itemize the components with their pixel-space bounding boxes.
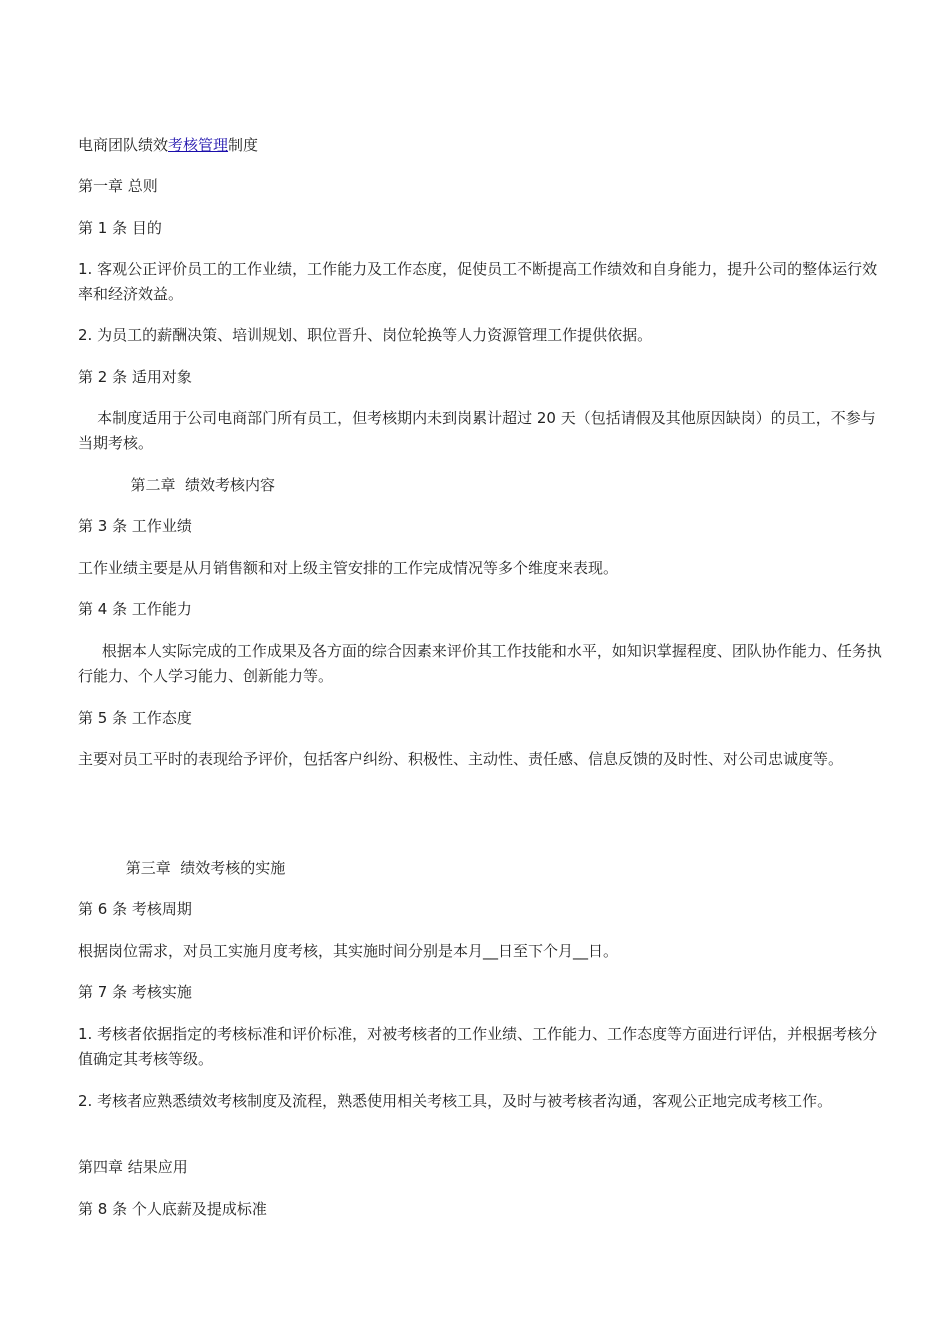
article-7-heading: 第 7 条 考核实施 bbox=[78, 983, 192, 1001]
article-4-heading: 第 4 条 工作能力 bbox=[78, 600, 192, 618]
title-prefix: 电商团队绩效 bbox=[78, 136, 169, 154]
article-5-heading: 第 5 条 工作态度 bbox=[78, 709, 192, 727]
title-suffix: 制度 bbox=[228, 136, 259, 154]
article-1-item-1: 1. 客观公正评价员工的工作业绩，工作能力及工作态度，促使员工不断提高工作绩效和自身能力，提升公司的整体运行效率和经济效益。 bbox=[78, 260, 878, 303]
chapter-1-heading: 第一章 总则 bbox=[78, 177, 158, 195]
article-8-heading: 第 8 条 个人底薪及提成标准 bbox=[78, 1200, 267, 1218]
article-3-heading: 第 3 条 工作业绩 bbox=[78, 517, 192, 535]
article-7-item-2: 2. 考核者应熟悉绩效考核制度及流程，熟悉使用相关考核工具，及时与被考核者沟通，客观公正地完成考核工作。 bbox=[78, 1092, 833, 1110]
article-1-heading: 第 1 条 目的 bbox=[78, 219, 162, 237]
chapter-3-heading: 第三章 绩效考核的实施 bbox=[78, 859, 286, 877]
article-2-heading: 第 2 条 适用对象 bbox=[78, 368, 192, 386]
article-4-body: 根据本人实际完成的工作成果及各方面的综合因素来评价其工作技能和水平，如知识掌握程度、团队协作能力、任务执行能力、个人学习能力、创新能力等。 bbox=[78, 642, 882, 685]
chapter-4-heading: 第四章 结果应用 bbox=[78, 1158, 188, 1176]
title-link[interactable]: 考核管理 bbox=[168, 136, 229, 154]
article-3-body: 工作业绩主要是从月销售额和对上级主管安排的工作完成情况等多个维度来表现。 bbox=[78, 559, 619, 577]
article-5-body: 主要对员工平时的表现给予评价，包括客户纠纷、积极性、主动性、责任感、信息反馈的及时性、对公司忠诚度等。 bbox=[78, 750, 844, 768]
article-7-item-1: 1. 考核者依据指定的考核标准和评价标准，对被考核者的工作业绩、工作能力、工作态度等方面进行评估，并根据考核分值确定其考核等级。 bbox=[78, 1025, 878, 1068]
article-2-body: 本制度适用于公司电商部门所有员工，但考核期内未到岗累计超过 20 天（包括请假及其他原因缺岗）的员工，不参与当期考核。 bbox=[78, 409, 876, 452]
article-6-body: 根据岗位需求，对员工实施月度考核，其实施时间分别是本月__日至下个月__日。 bbox=[78, 942, 619, 960]
document-title bbox=[78, 133, 884, 158]
chapter-2-heading: 第二章 绩效考核内容 bbox=[78, 476, 275, 494]
article-6-heading: 第 6 条 考核周期 bbox=[78, 900, 192, 918]
article-1-item-2: 2. 为员工的薪酬决策、培训规划、职位晋升、岗位轮换等人力资源管理工作提供依据。 bbox=[78, 326, 653, 344]
